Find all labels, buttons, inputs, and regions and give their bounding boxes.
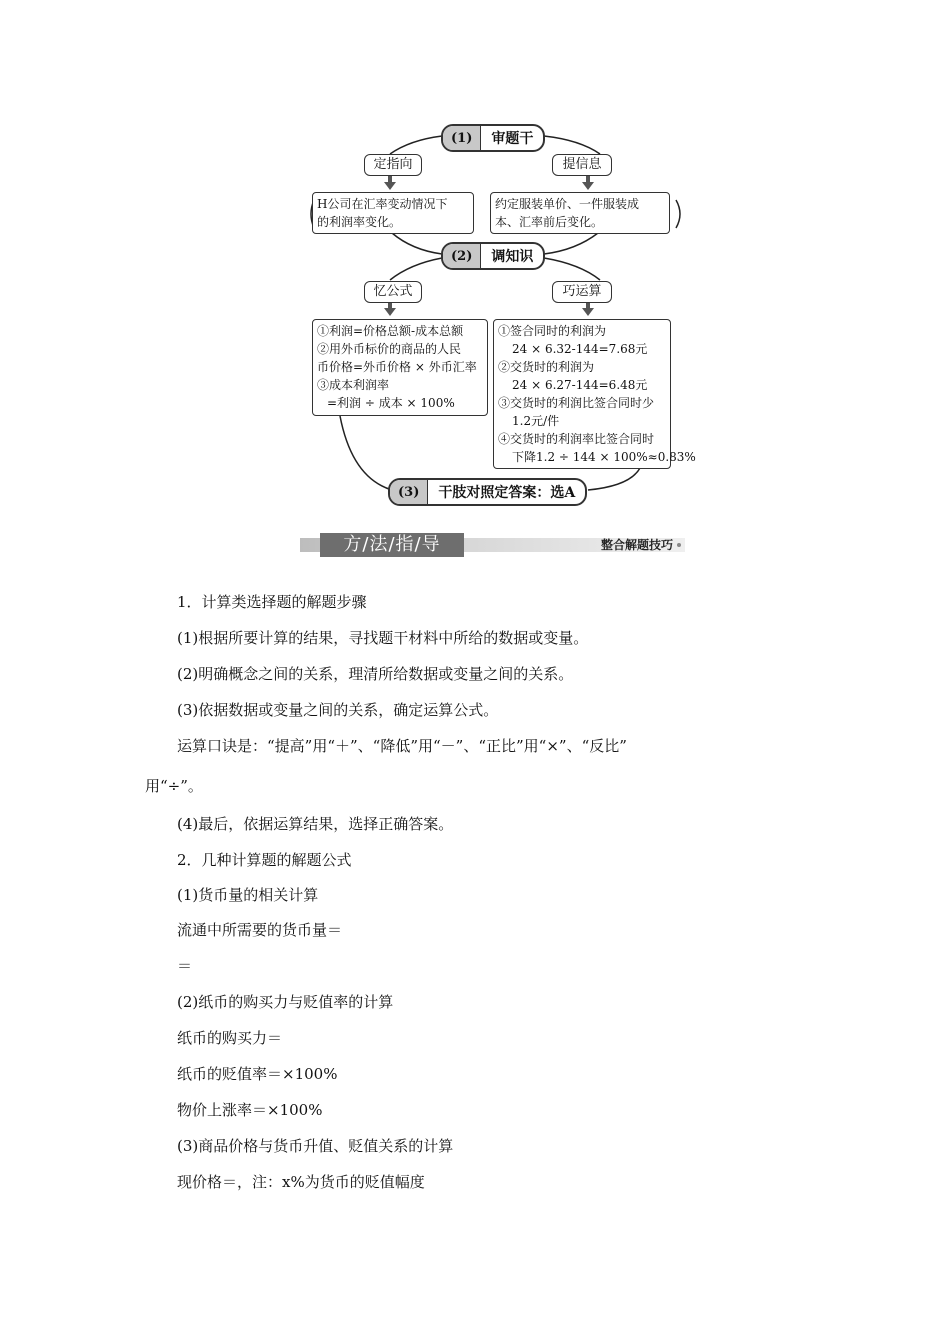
method-flow-diagram	[300, 118, 696, 513]
paragraph: 物价上涨率＝×100%	[177, 1101, 323, 1119]
box-line: 下降1.2 ÷ 144 × 100%≈0.83%	[512, 450, 696, 464]
method-guide-banner	[300, 533, 685, 557]
banner-title: 方/法/指/导	[320, 533, 464, 557]
stage-3-label: 干肢对照定答案：选A	[438, 485, 576, 501]
box-direction-content	[312, 192, 474, 234]
heading-2: 2．几种计算题的解题公式	[177, 851, 352, 869]
heading-1: 1．计算类选择题的解题步骤	[177, 593, 367, 611]
box-info-content	[490, 192, 670, 234]
box-line: ①利润=价格总额-成本总额	[317, 324, 464, 338]
paragraph: (1)货币量的相关计算	[177, 886, 319, 904]
stage-1-number: (1)	[443, 126, 481, 150]
box-calc-content	[493, 319, 696, 469]
box-formula-content	[312, 319, 488, 416]
paragraph: (4)最后，依据运算结果，选择正确答案。	[177, 815, 454, 833]
box-line: 币价格=外币价格 × 外币汇率	[317, 360, 477, 374]
paragraph: 现价格＝，注：x%为货币的贬值幅度	[177, 1173, 425, 1191]
box-line: H公司在汇率变动情况下	[317, 197, 448, 211]
box-line: =利润 ÷ 成本 × 100%	[327, 396, 455, 410]
paragraph: 纸币的贬值率＝×100%	[177, 1065, 338, 1083]
box-line: 本、汇率前后变化。	[495, 215, 604, 229]
stage-2-number: (2)	[443, 244, 481, 268]
pill-define-direction: 定指向	[364, 154, 422, 176]
paragraph: (1)根据所要计算的结果，寻找题干材料中所给的数据或变量。	[177, 629, 589, 647]
paragraph: 用“÷”。	[145, 777, 203, 795]
pill-extract-info: 提信息	[552, 154, 612, 176]
stage-1-review-question	[441, 124, 545, 152]
box-line: 24 × 6.27-144=6.48元	[512, 378, 648, 392]
box-line: ②交货时的利润为	[498, 360, 595, 374]
pill-clever-calc: 巧运算	[552, 281, 612, 303]
box-line: 1.2元/件	[512, 414, 560, 428]
box-line: 的利润率变化。	[317, 215, 402, 229]
box-line: ③交货时的利润比签合同时少	[498, 396, 655, 410]
paragraph: 纸币的购买力＝	[177, 1029, 283, 1047]
paragraph: (3)商品价格与货币升值、贬值关系的计算	[177, 1137, 454, 1155]
paragraph: 流通中所需要的货币量＝	[177, 921, 343, 939]
box-line: ②用外币标价的商品的人民	[317, 342, 462, 356]
paragraph: (2)明确概念之间的关系，理清所给数据或变量之间的关系。	[177, 665, 574, 683]
box-line: ①签合同时的利润为	[498, 324, 607, 338]
box-line: ③成本利润率	[317, 378, 390, 392]
stage-3-number: (3)	[390, 480, 428, 504]
box-line: 约定服装单价、一件服装成	[495, 197, 640, 211]
box-line: 24 × 6.32-144=7.68元	[512, 342, 648, 356]
stage-3-answer	[388, 478, 587, 506]
paragraph: (3)依据数据或变量之间的关系，确定运算公式。	[177, 701, 499, 719]
paragraph: ＝	[177, 957, 193, 975]
stage-2-label: 调知识	[491, 249, 534, 265]
banner-dot	[677, 543, 681, 547]
paragraph: (2)纸币的购买力与贬值率的计算	[177, 993, 394, 1011]
stage-2-recall-knowledge	[441, 242, 545, 270]
banner-subtitle: 整合解题技巧	[600, 538, 673, 552]
paragraph: 运算口诀是：“提高”用“＋”、“降低”用“－”、“正比”用“×”、“反比”	[177, 737, 627, 755]
box-line: ④交货时的利润率比签合同时	[498, 432, 655, 446]
stage-1-label: 审题干	[491, 131, 534, 147]
pill-recall-formula: 忆公式	[364, 281, 422, 303]
